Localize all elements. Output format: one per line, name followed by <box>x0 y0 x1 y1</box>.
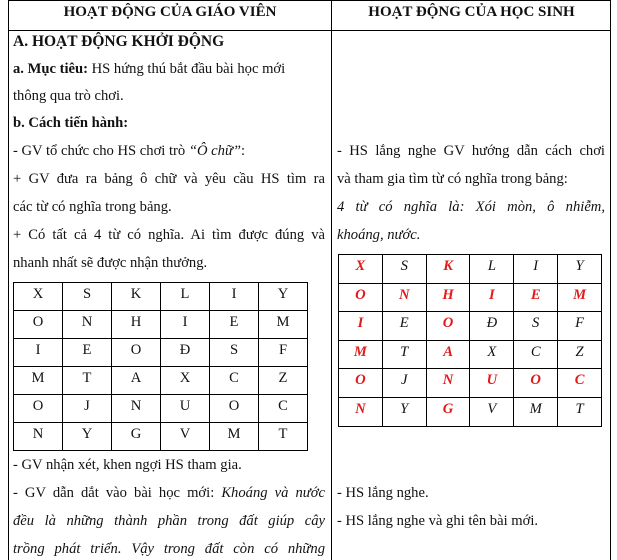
step-rules-cont: nhanh nhất sẽ được nhận thưởng. <box>13 255 208 271</box>
grid-row <box>339 255 602 284</box>
objective-label: a. Mục tiêu: <box>13 61 88 77</box>
grid-cell: J <box>382 369 426 398</box>
column-divider <box>331 0 332 560</box>
objective-continued: thông qua trò chơi. <box>13 88 124 104</box>
student-answer: 4 từ có nghĩa là: Xói mòn, ô nhiễm, <box>337 199 605 215</box>
grid-cell: N <box>14 423 63 451</box>
grid-cell: I <box>514 255 558 284</box>
grid-row <box>14 311 308 339</box>
header-divider <box>8 30 611 31</box>
lead-in-cont-2: trồng phát triển. Vậy trong đất còn có những <box>13 541 325 557</box>
word-grid-teacher <box>13 282 308 451</box>
grid-cell: N <box>112 395 161 423</box>
grid-cell: E <box>382 312 426 341</box>
grid-cell: N <box>426 369 470 398</box>
grid-cell: E <box>210 311 259 339</box>
grid-cell: M <box>259 311 308 339</box>
grid-row <box>339 369 602 398</box>
grid-row <box>339 312 602 341</box>
lead-in: - GV dẫn dắt vào bài học mới: Khoáng và nước <box>13 485 325 501</box>
grid-cell: Y <box>558 255 602 284</box>
grid-row <box>14 395 308 423</box>
grid-cell: V <box>470 397 514 426</box>
grid-cell: Đ <box>161 339 210 367</box>
grid-cell: T <box>259 423 308 451</box>
grid-cell: S <box>382 255 426 284</box>
grid-cell: O <box>339 283 383 312</box>
grid-cell: O <box>14 311 63 339</box>
step-present-grid-cont: các từ có nghĩa trong bảng. <box>13 199 172 215</box>
grid-cell: S <box>210 339 259 367</box>
grid-cell: Y <box>382 397 426 426</box>
grid-cell: X <box>14 283 63 311</box>
grid-cell: A <box>112 367 161 395</box>
grid-cell: I <box>161 311 210 339</box>
grid-row <box>339 283 602 312</box>
grid-cell: S <box>514 312 558 341</box>
grid-cell: I <box>14 339 63 367</box>
grid-cell: O <box>14 395 63 423</box>
grid-cell: Z <box>558 340 602 369</box>
grid-cell: K <box>112 283 161 311</box>
grid-cell: C <box>514 340 558 369</box>
grid-cell: I <box>210 283 259 311</box>
grid-cell: T <box>558 397 602 426</box>
grid-cell: A <box>426 340 470 369</box>
objective <box>13 60 285 78</box>
grid-cell: L <box>470 255 514 284</box>
grid-cell: C <box>558 369 602 398</box>
grid-cell: Đ <box>470 312 514 341</box>
grid-row <box>339 397 602 426</box>
grid-row <box>339 340 602 369</box>
grid-cell: T <box>382 340 426 369</box>
grid-cell: Y <box>63 423 112 451</box>
grid-cell: I <box>470 283 514 312</box>
grid-cell: M <box>14 367 63 395</box>
grid-cell: X <box>339 255 383 284</box>
grid-cell: O <box>339 369 383 398</box>
student-listen-cont: và tham gia tìm từ có nghĩa trong bảng: <box>337 171 568 187</box>
grid-cell: N <box>382 283 426 312</box>
student-answer-cont: khoáng, nước. <box>337 227 421 243</box>
grid-cell: F <box>259 339 308 367</box>
teacher-column-header: HOẠT ĐỘNG CỦA GIÁO VIÊN <box>63 4 277 20</box>
procedure-label: b. Cách tiến hành: <box>13 115 129 131</box>
grid-cell: M <box>514 397 558 426</box>
lead-in-cont-1: đều là những thành phần trong đất giúp cây <box>13 513 325 529</box>
grid-row <box>14 367 308 395</box>
grid-cell: O <box>210 395 259 423</box>
student-listen-short: - HS lắng nghe. <box>337 485 429 501</box>
section-title: A. HOẠT ĐỘNG KHỞI ĐỘNG <box>13 33 225 50</box>
grid-cell: E <box>63 339 112 367</box>
grid-cell: M <box>339 340 383 369</box>
step-present-grid: + GV đưa ra bảng ô chữ và yêu cầu HS tìm ra <box>13 171 325 187</box>
grid-cell: N <box>339 397 383 426</box>
grid-cell: X <box>161 367 210 395</box>
grid-cell: F <box>558 312 602 341</box>
grid-row <box>14 283 308 311</box>
grid-cell: G <box>112 423 161 451</box>
grid-cell: C <box>210 367 259 395</box>
grid-cell: Y <box>259 283 308 311</box>
grid-cell: O <box>426 312 470 341</box>
grid-cell: U <box>161 395 210 423</box>
student-listen: - HS lắng nghe GV hướng dẫn cách chơi <box>337 143 605 159</box>
grid-cell: M <box>210 423 259 451</box>
student-listen-note: - HS lắng nghe và ghi tên bài mới. <box>337 513 539 529</box>
game-name: “Ô chữ” <box>188 143 242 159</box>
grid-cell: G <box>426 397 470 426</box>
grid-cell: H <box>112 311 161 339</box>
step-organize-game: - GV tổ chức cho HS chơi trò “Ô chữ”: <box>13 143 246 159</box>
grid-cell: I <box>339 312 383 341</box>
objective-text: HS hứng thú bắt đầu bài học mới <box>87 61 286 77</box>
grid-cell: X <box>470 340 514 369</box>
teacher-comment: - GV nhận xét, khen ngợi HS tham gia. <box>13 457 242 473</box>
grid-cell: K <box>426 255 470 284</box>
student-column-header: HOẠT ĐỘNG CỦA HỌC SINH <box>368 4 575 20</box>
grid-cell: O <box>112 339 161 367</box>
grid-row <box>14 339 308 367</box>
grid-cell: T <box>63 367 112 395</box>
grid-row <box>14 423 308 451</box>
step-rules: + Có tất cả 4 từ có nghĩa. Ai tìm được đúng và <box>13 227 325 243</box>
grid-cell: H <box>426 283 470 312</box>
word-grid-answer <box>338 254 602 427</box>
grid-cell: V <box>161 423 210 451</box>
grid-cell: M <box>558 283 602 312</box>
grid-cell: S <box>63 283 112 311</box>
grid-cell: N <box>63 311 112 339</box>
grid-cell: Z <box>259 367 308 395</box>
grid-cell: C <box>259 395 308 423</box>
grid-cell: E <box>514 283 558 312</box>
grid-cell: L <box>161 283 210 311</box>
grid-cell: J <box>63 395 112 423</box>
grid-cell: O <box>514 369 558 398</box>
grid-cell: U <box>470 369 514 398</box>
